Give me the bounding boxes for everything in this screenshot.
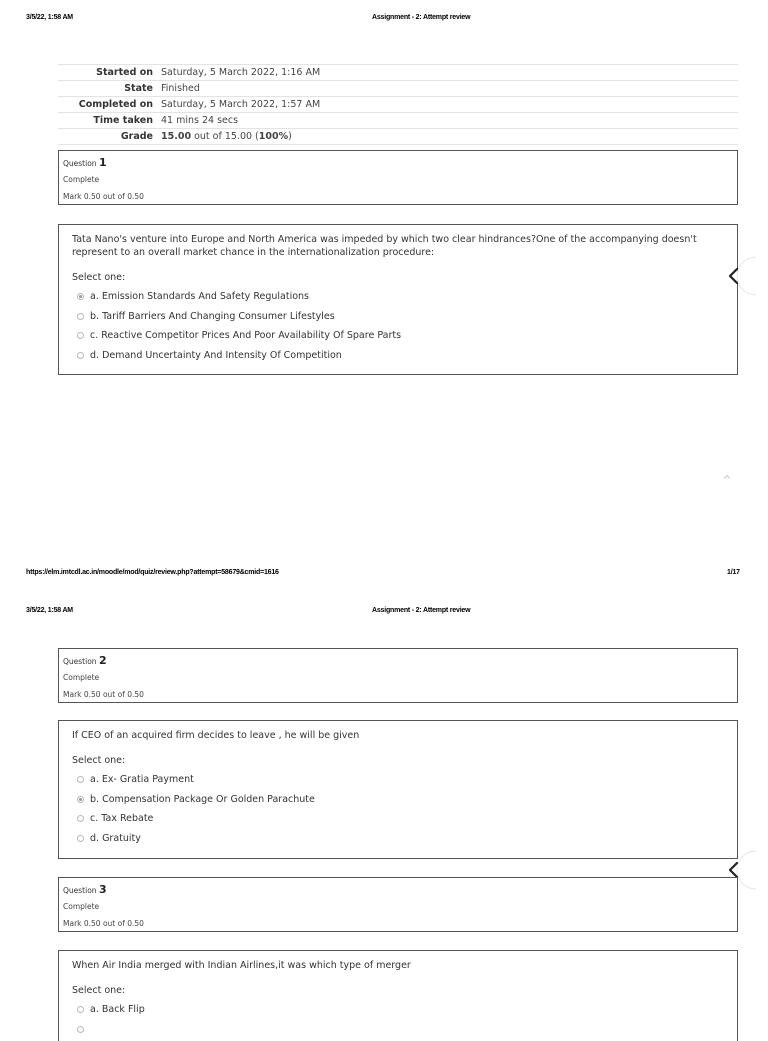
summary-value: 41 mins 24 secs [161, 113, 738, 129]
answer-option-a[interactable] [77, 1000, 737, 1020]
radio-button[interactable] [77, 776, 84, 783]
answer-label: c. Reactive Competitor Prices And Poor Availability Of Spare Parts [90, 330, 402, 342]
radio-button[interactable] [77, 332, 84, 339]
question-label: Question [63, 159, 99, 168]
radio-button[interactable] [77, 313, 84, 320]
summary-label: State [58, 81, 161, 97]
grade-value [161, 129, 738, 145]
question-num: 2 [98, 654, 107, 667]
summary-row-grade [58, 129, 738, 145]
question-number [63, 654, 737, 667]
radio-button[interactable] [77, 293, 84, 300]
question-1-info [58, 150, 738, 205]
answer-label: d. Gratuity [90, 832, 141, 844]
summary-value: Saturday, 5 March 2022, 1:16 AM [161, 65, 738, 81]
answer-option-c[interactable] [77, 809, 737, 829]
summary-label: Time taken [58, 113, 161, 129]
question-3-info [58, 877, 738, 932]
question-state: Complete [63, 175, 100, 184]
print-header-date: 3/5/22, 1:58 AM [26, 607, 73, 614]
question-number [63, 156, 737, 169]
chevron-left-icon[interactable] [716, 256, 756, 296]
question-1-content [58, 224, 738, 375]
radio-button[interactable] [77, 352, 84, 359]
answer-label: a. Emission Standards And Safety Regulations [90, 291, 309, 303]
summary-row-time-taken [58, 113, 738, 129]
radio-button[interactable] [77, 796, 84, 803]
grade-mid: out of 15.00 ( [191, 131, 259, 142]
question-text: When Air India merged with Indian Airlines,it was which type of merger [72, 960, 411, 971]
question-state: Complete [63, 673, 100, 682]
question-state: Complete [63, 902, 100, 911]
attempt-summary-table [58, 64, 738, 145]
print-header-date: 3/5/22, 1:58 AM [26, 14, 73, 21]
select-prompt: Select one: [72, 272, 126, 283]
answer-option-c[interactable] [77, 326, 737, 346]
chevron-up-icon[interactable] [722, 472, 732, 482]
answer-label: a. Back Flip [90, 1004, 145, 1016]
question-2-info [58, 648, 738, 703]
answer-option-a[interactable] [77, 287, 737, 307]
summary-row-started [58, 65, 738, 81]
answer-option-d[interactable] [77, 829, 737, 849]
answer-option-b-partial[interactable] [77, 1020, 737, 1040]
summary-value: Saturday, 5 March 2022, 1:57 AM [161, 97, 738, 113]
print-footer-url: https://elm.imtcdl.ac.in/moodle/mod/quiz/review.php?attempt=58679&cmid=1616 [26, 569, 279, 576]
answer-label: a. Ex- Gratia Payment [90, 774, 194, 786]
print-header-title: Assignment - 2: Attempt review [372, 14, 471, 21]
answer-label: b. Compensation Package Or Golden Parachute [90, 793, 315, 805]
print-header-title: Assignment - 2: Attempt review [372, 607, 471, 614]
question-mark: Mark 0.50 out of 0.50 [63, 919, 144, 928]
question-3-content [58, 950, 738, 1041]
answer-option-b[interactable] [77, 307, 737, 327]
summary-label: Completed on [58, 97, 161, 113]
question-num: 1 [98, 156, 107, 169]
summary-label: Started on [58, 65, 161, 81]
question-text: Tata Nano's venture into Europe and North America was impeded by which two clear hindrances?One of the accompanying doesn't represent to an overall market chance in the internationalization procedure: [72, 234, 697, 258]
answer-label: c. Tax Rebate [90, 813, 154, 825]
summary-label: Grade [58, 129, 161, 145]
question-mark: Mark 0.50 out of 0.50 [63, 192, 144, 201]
radio-button[interactable] [77, 835, 84, 842]
radio-button[interactable] [77, 815, 84, 822]
question-label: Question [63, 886, 99, 895]
question-num: 3 [98, 883, 107, 896]
question-number [63, 883, 737, 896]
select-prompt: Select one: [72, 755, 126, 766]
answer-label: d. Demand Uncertainty And Intensity Of Competition [90, 349, 342, 361]
answer-label: b. Tariff Barriers And Changing Consumer Lifestyles [90, 310, 335, 322]
answer-option-b[interactable] [77, 790, 737, 810]
answer-option-a[interactable] [77, 770, 737, 790]
summary-row-state [58, 81, 738, 97]
grade-percent: 100% [258, 131, 289, 142]
question-2-content [58, 720, 738, 859]
radio-button[interactable] [77, 1006, 84, 1013]
question-mark: Mark 0.50 out of 0.50 [63, 690, 144, 699]
radio-button[interactable] [77, 1026, 84, 1033]
summary-value: Finished [161, 81, 738, 97]
answer-option-d[interactable] [77, 346, 737, 366]
grade-end: ) [288, 131, 292, 142]
summary-row-completed [58, 97, 738, 113]
question-text: If CEO of an acquired firm decides to leave , he will be given [72, 730, 360, 741]
grade-score: 15.00 [161, 131, 192, 142]
question-label: Question [63, 657, 99, 666]
select-prompt: Select one: [72, 985, 126, 996]
print-footer-page: 1/17 [727, 569, 740, 576]
